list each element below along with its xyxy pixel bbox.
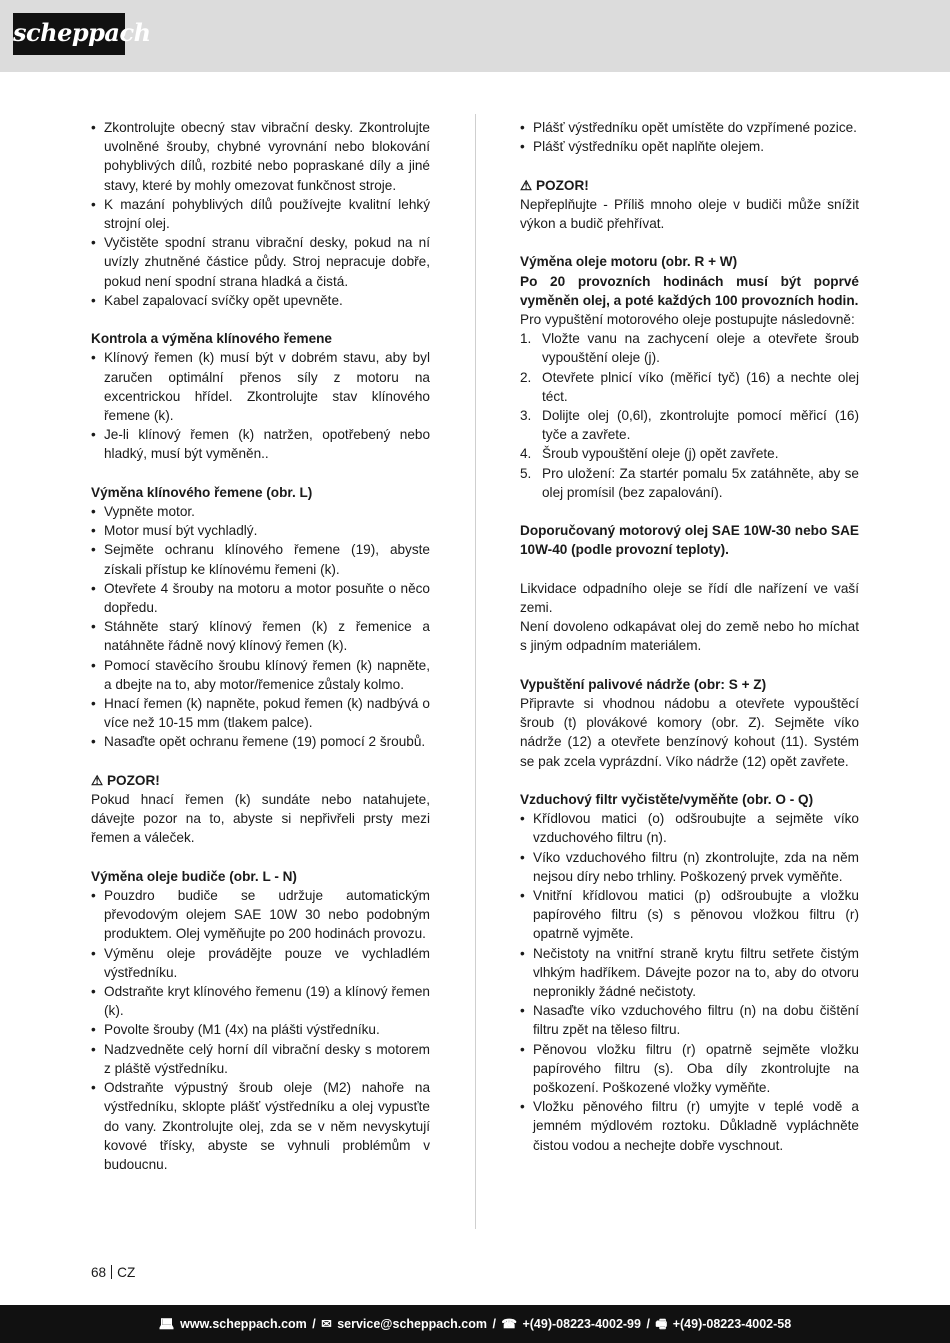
section-heading-fuel-tank: Vypuštění palivové nádrže (obr: S + Z) bbox=[520, 676, 767, 692]
footer-email[interactable]: service@scheppach.com bbox=[337, 1317, 487, 1331]
step-item: 4. Šroub vypouštění oleje (j) opět zavřete. bbox=[520, 446, 779, 462]
warning-title: ⚠ POZOR! bbox=[520, 177, 589, 193]
left-column bbox=[91, 118, 430, 1174]
list-item: • Plášť výstředníku opět naplňte olejem. bbox=[520, 137, 859, 156]
air-filter-list bbox=[520, 809, 859, 1155]
step-item: 1. Vložte vanu na zachycení oleje a otevřete šroub vypouštění oleje (j). bbox=[520, 331, 859, 366]
list-item: • Kabel zapalovací svíčky opět upevněte. bbox=[91, 291, 430, 310]
page-footer: 💻︎ www.scheppach.com / ✉ service@scheppach.com / ☎ +(49)-08223-4002-99 / 🖷︎ +(49)-08223-4002-58 bbox=[0, 1305, 950, 1343]
list-item: • Nečistoty na vnitřní straně krytu filtru setřete čistým vlhkým hadříkem. Dávejte pozor na to, aby do otvoru nepronikly žádné nečistoty. bbox=[520, 944, 859, 1002]
belt-replace-list bbox=[91, 502, 430, 752]
list-item: • Výměnu oleje provádějte pouze ve vychladlém výstředníku. bbox=[91, 944, 430, 982]
list-item: • Stáhněte starý klínový řemen (k) z řemenice a natáhněte řádně nový klínový řemen (k). bbox=[91, 617, 430, 655]
list-item: • Motor musí být vychladlý. bbox=[91, 521, 430, 540]
step-item: 2. Otevřete plnicí víko (měřicí tyč) (16) a nechte olej téct. bbox=[520, 369, 859, 404]
list-item: • Je-li klínový řemen (k) natržen, opotřebený nebo hladký, musí být vyměněn.. bbox=[91, 425, 430, 463]
list-item: • Křídlovou matici (o) odšroubujte a sejměte víko vzduchového filtru (n). bbox=[520, 809, 859, 847]
footer-phone: +(49)-08223-4002-99 bbox=[522, 1317, 641, 1331]
list-item: • Vypněte motor. bbox=[91, 502, 430, 521]
section-heading-belt-check: Kontrola a výměna klínového řemene bbox=[91, 331, 332, 347]
list-item: • Odstraňte výpustný šroub oleje (M2) nahoře na výstředníku, sklopte plášť výstředníku a olej vypusťte do vany. Zkontrolujte olej, zda se v něm nevyskytují kovové třísky, abyste se vyhnuli problémům v budoucnu. bbox=[91, 1078, 430, 1174]
list-item: • Pouzdro budiče se udržuje automatickým převodovým olejem SAE 10W 30 nebo podobným produktem. Olej vyměňujte po 200 hodinách provozu. bbox=[91, 886, 430, 944]
oil-disposal-note: Není dovoleno odkapávat olej do země nebo ho míchat s jiným odpadním materiálem. bbox=[520, 619, 859, 654]
fuel-tank-text: Připravte si vhodnou nádobu a otevřete vypouštěcí šroub (t) plovákové komory (obr. Z). Sejměte víko nádrže (12) a otevřete benzínový kohout (11). Systém se pak zcela vyprázdní. Víko nádrže (12) opět zavřete. bbox=[520, 696, 859, 769]
page-number-value: 68 bbox=[91, 1265, 107, 1280]
scheppach-logo: scheppach bbox=[13, 13, 125, 55]
warning-title: ⚠ POZOR! bbox=[91, 772, 160, 788]
engine-oil-steps bbox=[520, 329, 859, 502]
list-item: • Vložku pěnového filtru (r) umyjte v teplé vodě a jemném mýdlovém roztoku. Důkladně vypláchněte čistou vodou a nechejte dobře vyschnout. bbox=[520, 1097, 859, 1155]
right-column bbox=[520, 118, 859, 1155]
list-item: • Vyčistěte spodní stranu vibrační desky, pokud na ní uvízly zhutněné částice půdy. Stroj nepracuje dobře, pokud není spodní strana hladká a čistá. bbox=[91, 233, 430, 291]
engine-oil-interval: Po 20 provozních hodinách musí být poprvé vyměněn olej, a poté každých 100 provozních hodin. bbox=[520, 273, 859, 308]
list-item: • Pěnovou vložku filtru (r) opatrně sejměte vložku papírového filtru (s). Oba díly zkontrolujte na poškození. Poškozené vložky vyměňte. bbox=[520, 1040, 859, 1098]
list-item: • Hnací řemen (k) napněte, pokud řemen (k) nadbývá o více než 10-15 mm (tlakem palce). bbox=[91, 694, 430, 732]
list-item: • K mazání pohyblivých dílů používejte kvalitní lehký strojní olej. bbox=[91, 195, 430, 233]
list-item: • Zkontrolujte obecný stav vibrační desky. Zkontrolujte uvolněné šrouby, chybné vyrovnání nebo blokování pohyblivých dílů, rozbité nebo popraskané díly a jiné stavy, které by mohly omezovat funkčnost stroje. bbox=[91, 118, 430, 195]
column-divider bbox=[475, 114, 476, 1229]
list-item: • Nadzvedněte celý horní díl vibrační desky s motorem z pláště výstředníku. bbox=[91, 1040, 430, 1078]
belt-check-list bbox=[91, 348, 430, 463]
list-item: • Povolte šrouby (M1 (4x) na plášti výstředníku. bbox=[91, 1020, 430, 1039]
phone-icon: ☎ bbox=[501, 1317, 517, 1331]
page-header bbox=[0, 0, 950, 72]
footer-website[interactable]: www.scheppach.com bbox=[180, 1317, 307, 1331]
list-item: • Odstraňte kryt klínového řemenu (19) a klínový řemen (k). bbox=[91, 982, 430, 1020]
mail-icon: ✉ bbox=[321, 1317, 332, 1331]
top-list bbox=[520, 118, 859, 156]
step-item: 3. Dolijte olej (0,6l), zkontrolujte pomocí měřicí (16) tyče a zavřete. bbox=[520, 408, 859, 443]
list-item: • Klínový řemen (k) musí být v dobrém stavu, aby byl zaručen optimální přenos síly z motoru na excentrickou hřídel. Zkontrolujte stav klínového řemene (k). bbox=[91, 348, 430, 425]
page-language: CZ bbox=[117, 1265, 136, 1280]
section-heading-exciter-oil: Výměna oleje budiče (obr. L - N) bbox=[91, 868, 297, 884]
footer-fax: +(49)-08223-4002-58 bbox=[672, 1317, 792, 1331]
list-item: • Víko vzduchového filtru (n) zkontrolujte, zda na něm nejsou díry nebo trhliny. Poškozený prvek vyměňte. bbox=[520, 848, 859, 886]
warning-text: Nepřeplňujte - Příliš mnoho oleje v budiči může snížit výkon a budič přehřívat. bbox=[520, 196, 859, 231]
warning-text: Pokud hnací řemen (k) sundáte nebo natahujete, dávejte pozor na to, abyste si nepřivřeli prsty mezi řemen a váleček. bbox=[91, 792, 430, 846]
exciter-oil-list bbox=[91, 886, 430, 1174]
list-item: • Pomocí stavěcího šroubu klínový řemen (k) napněte, a dbejte na to, aby motor/řemenice zůstaly kolmo. bbox=[91, 656, 430, 694]
fax-icon: 🖷︎ bbox=[655, 1317, 668, 1331]
list-item: • Otevřete 4 šrouby na motoru a motor posuňte o něco dopředu. bbox=[91, 579, 430, 617]
list-item: • Nasaďte víko vzduchového filtru (n) na dobu čištění filtru zpět na těleso filtru. bbox=[520, 1001, 859, 1039]
section-heading-engine-oil: Výměna oleje motoru (obr. R + W) bbox=[520, 254, 738, 270]
oil-recommendation: Doporučovaný motorový olej SAE 10W-30 nebo SAE 10W-40 (podle provozní teploty). bbox=[520, 523, 859, 558]
oil-disposal: Likvidace odpadního oleje se řídí dle nařízení ve vaší zemi. bbox=[520, 580, 859, 616]
list-item: • Plášť výstředníku opět umístěte do vzpřímené pozice. bbox=[520, 118, 859, 137]
intro-list bbox=[91, 118, 430, 310]
engine-oil-intro: Pro vypuštění motorového oleje postupujte následovně: bbox=[520, 312, 855, 327]
page-number-separator bbox=[111, 1265, 112, 1279]
computer-icon: 💻︎ bbox=[158, 1317, 175, 1331]
step-item: 5. Pro uložení: Za startér pomalu 5x zatáhněte, aby se olej promísil (bez zapalování). bbox=[520, 465, 859, 500]
page-number bbox=[91, 1265, 135, 1280]
section-heading-air-filter: Vzduchový filtr vyčistěte/vyměňte (obr. O - Q) bbox=[520, 792, 814, 808]
list-item: • Sejměte ochranu klínového řemene (19), abyste získali přístup ke klínovému řemeni (k). bbox=[91, 540, 430, 578]
section-heading-belt-replace: Výměna klínového řemene (obr. L) bbox=[91, 484, 313, 500]
list-item: • Vnitřní křídlovou matici (p) odšroubujte a vložku papírového filtru (s) s pěnovou vložkou filtru (r) opatrně vyjměte. bbox=[520, 886, 859, 944]
list-item: • Nasaďte opět ochranu řemene (19) pomocí 2 šroubů. bbox=[91, 732, 430, 751]
